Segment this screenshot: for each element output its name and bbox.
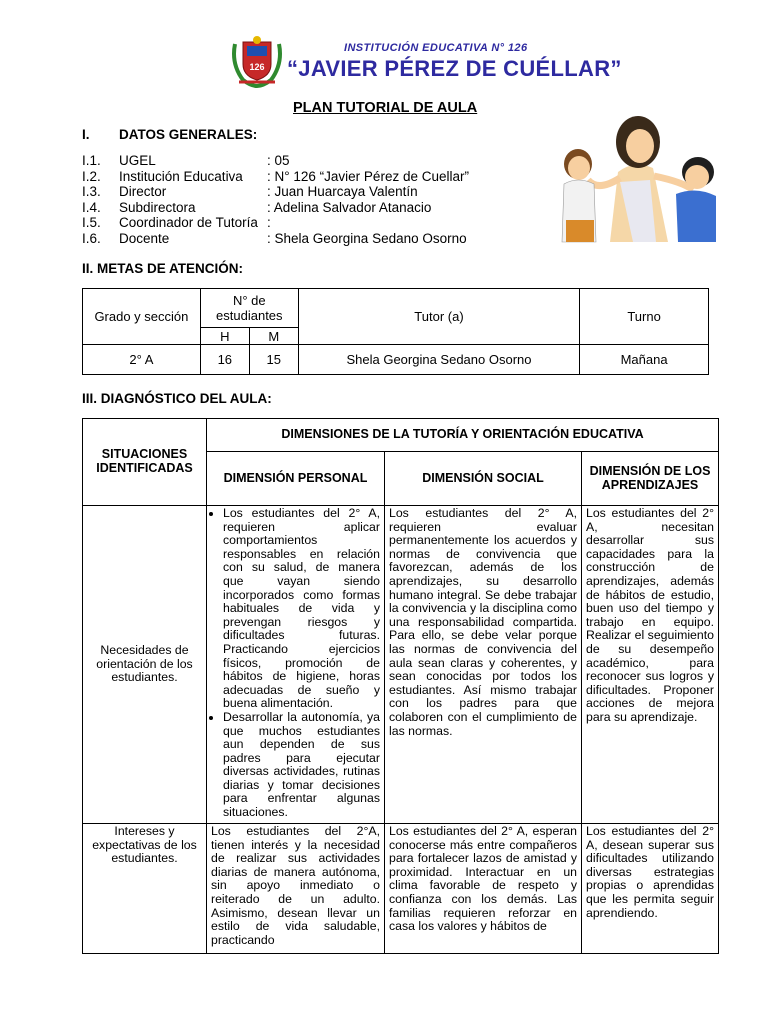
section-1-title: DATOS GENERALES: (119, 127, 258, 142)
header-turno: Turno (580, 289, 709, 345)
row-label: UGEL (119, 153, 156, 168)
row-label: Institución Educativa (119, 169, 243, 184)
row-number: I.6. (82, 231, 101, 246)
teacher-children-illustration (558, 112, 718, 247)
crest-number: 126 (249, 62, 265, 72)
row-label: Subdirectora (119, 200, 196, 215)
header-h: H (200, 328, 249, 345)
header-m: M (249, 328, 298, 345)
social-cell: Los estudiantes del 2° A, esperan conocerse más entre compañeros para fortalecer lazos de amistad y proximidad. Interactuar en un clima favorable de respeto y confianza con los demás. Las familias requieren reforzar en casa los valores y hábitos de (385, 824, 582, 954)
cell-tutor: Shela Georgina Sedano Osorno (298, 345, 579, 375)
header-dimensiones: DIMENSIONES DE LA TUTORÍA Y ORIENTACIÓN EDUCATIVA (207, 419, 719, 452)
header-tutor: Tutor (a) (298, 289, 579, 345)
personal-cell: Los estudiantes del 2°A, tienen interés y la necesidad de realizar sus actividades diarias de manera autónoma, sin apoyo inmediato o reiterado de un adulto. Asimismo, desean llevar un estilo de vida saludable, practicando (207, 824, 385, 954)
header-estudiantes: N° de estudiantes (200, 289, 298, 328)
row-value: : Shela Georgina Sedano Osorno (267, 231, 467, 246)
row-label: Docente (119, 231, 170, 246)
row-value: : Juan Huarcaya Valentín (267, 184, 418, 199)
row-number: I.1. (82, 153, 101, 168)
aprendizajes-cell: Los estudiantes del 2° A, necesitan desarrollar sus capacidades para la construcción de aprendizajes, además de hábitos de estudio, buen uso del tiempo y trabajo en equipo. Realizar el seguimiento de su desempeño académico, para reconocer sus logros y dificultades. Proponer acciones de mejora para su aprendizaje. (582, 506, 719, 824)
cell-h: 16 (200, 345, 249, 375)
header-situaciones: SITUACIONES IDENTIFICADAS (83, 419, 207, 506)
cell-grado: 2° A (83, 345, 201, 375)
section-1-number: I. (82, 127, 90, 142)
row-number: I.2. (82, 169, 101, 184)
personal-list (211, 507, 380, 820)
situacion-cell: Necesidades de orientación de los estudiantes. (83, 506, 207, 824)
row-value: : (267, 215, 271, 230)
header-grado: Grado y sección (83, 289, 201, 345)
header-social: DIMENSIÓN SOCIAL (385, 452, 582, 506)
list-item: • Desarrollar la autonomía, ya que muchos estudiantes aun dependen de sus padres para ejecutar diversas actividades, rutinas diarias y tomar decisiones para enfrentar algunas situaciones. (223, 711, 380, 820)
row-label: Director (119, 184, 167, 199)
row-value: : 05 (267, 153, 290, 168)
row-label: Coordinador de Tutoría (119, 215, 258, 230)
aprendizajes-cell: Los estudiantes del 2° A, desean superar sus dificultades utilizando diversas estrategias propias o aprendidas que les permita seguir aprendiendo. (582, 824, 719, 954)
list-item: • Los estudiantes del 2° A, requieren aplicar comportamientos responsables en relación con su salud, de manera que vayan siendo incorporados como formas habituales de vida y prevengan riesgos y dificultades futuras. Practicando ejercicios físicos, promoción de hábitos de higiene, horas adecuadas de sueño y buena alimentación. (223, 507, 380, 711)
document-title: PLAN TUTORIAL DE AULA (293, 100, 478, 116)
personal-cell (207, 506, 385, 824)
row-number: I.5. (82, 215, 101, 230)
row-value: : N° 126 “Javier Pérez de Cuellar” (267, 169, 469, 184)
school-crest-icon (229, 34, 285, 88)
row-number: I.4. (82, 200, 101, 215)
section-2-title: II. METAS DE ATENCIÓN: (82, 261, 243, 276)
metas-table (82, 288, 709, 375)
situacion-cell: Intereses y expectativas de los estudiantes. (83, 824, 207, 954)
social-cell: Los estudiantes del 2° A, requieren evaluar permanentemente los acuerdos y normas de convivencia que favorezcan, además de los aprendizajes, su desarrollo humano integral. Se debe trabajar la convivencia y la disciplina como una responsabilidad compartida. Para ello, se debe velar porque las normas de convivencia del aula sean claras y coherentes, y sean conocidas por todos los estudiantes. Así mismo trabajar con los padres para que colaboren con el cumplimiento de las normas. (385, 506, 582, 824)
row-number: I.3. (82, 184, 101, 199)
institution-name: “JAVIER PÉREZ DE CUÉLLAR” (287, 56, 622, 81)
cell-turno: Mañana (580, 345, 709, 375)
institution-line-1: INSTITUCIÓN EDUCATIVA N° 126 (344, 42, 528, 54)
cell-m: 15 (249, 345, 298, 375)
section-3-title: III. DIAGNÓSTICO DEL AULA: (82, 391, 272, 406)
row-value: : Adelina Salvador Atanacio (267, 200, 432, 215)
header-aprendizajes: DIMENSIÓN DE LOS APRENDIZAJES (582, 452, 719, 506)
diagnostico-table (82, 418, 719, 954)
header-personal: DIMENSIÓN PERSONAL (207, 452, 385, 506)
